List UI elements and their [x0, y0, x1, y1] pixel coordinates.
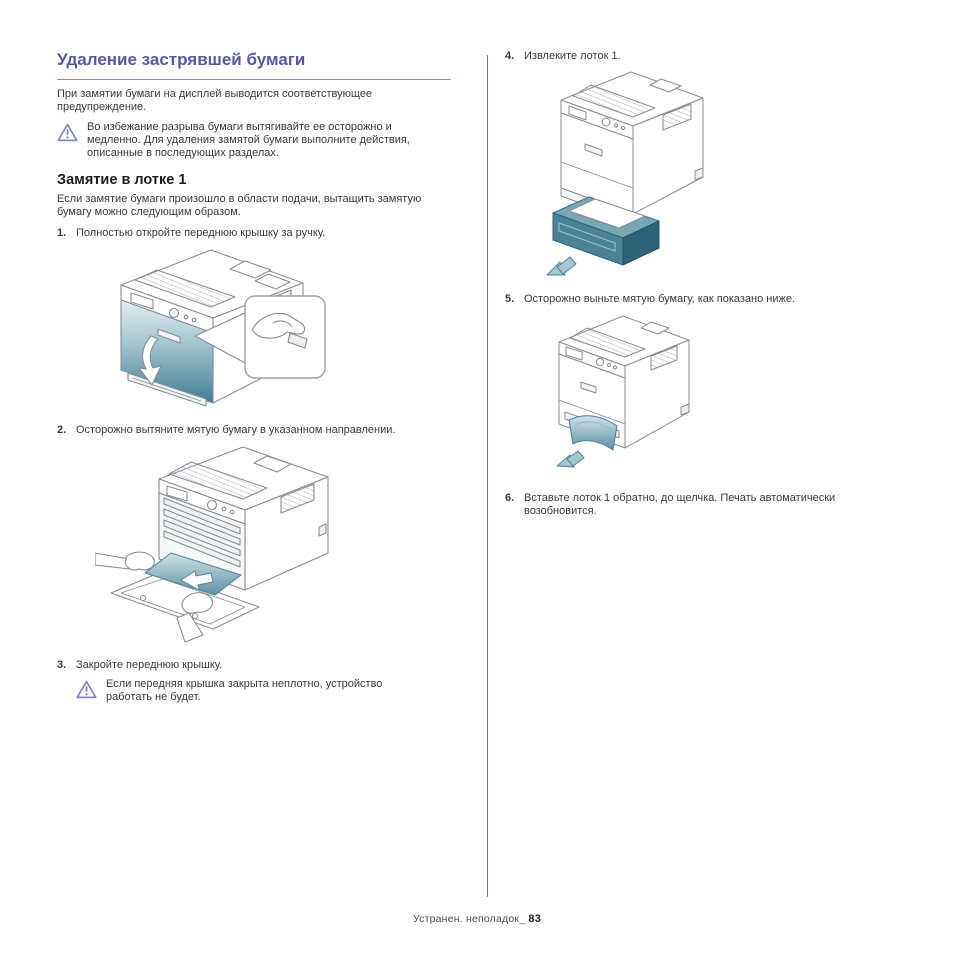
- step-6-number: 6.: [505, 492, 515, 504]
- footer-page-number: 83: [528, 913, 542, 925]
- page-title: Удаление застрявшей бумаги: [57, 50, 451, 80]
- intro-paragraph: При замятии бумаги на дисплей выводится соответствующее предупреждение.: [57, 88, 373, 113]
- section-heading: Замятие в лотке 1: [57, 172, 187, 188]
- step-5-text: Осторожно выньте мятую бумагу, как показано ниже.: [524, 293, 796, 305]
- step-4-text: Извлеките лоток 1.: [524, 50, 621, 62]
- step-5: [505, 293, 905, 306]
- footer-chapter-label: Устранен. неполадок_: [412, 913, 526, 925]
- step-4-number: 4.: [505, 50, 515, 62]
- caution-note: [57, 121, 451, 160]
- step-2: [57, 424, 451, 437]
- column-divider: [487, 55, 488, 897]
- step-2-number: 2.: [57, 424, 67, 436]
- step-3-caution-text: Если передняя крышка закрыта неплотно, устройство работать не будет.: [106, 678, 383, 703]
- step-3-text: Закройте переднюю крышку.: [76, 659, 223, 671]
- step-2-text: Осторожно вытяните мятую бумагу в указанном направлении.: [76, 424, 396, 436]
- step-1: [57, 227, 451, 240]
- step-3-caution-note: [76, 678, 451, 704]
- warning-triangle-icon: [57, 123, 78, 160]
- illustration-pull-out-tray: [545, 67, 905, 285]
- left-column: [57, 46, 451, 704]
- step-4: [505, 50, 905, 63]
- step-3-number: 3.: [57, 659, 67, 671]
- illustration-open-front-cover: [95, 244, 451, 416]
- right-column: [505, 46, 905, 518]
- step-3: [57, 659, 451, 672]
- illustration-pull-jammed-paper: [95, 441, 451, 651]
- page-footer: [0, 913, 954, 925]
- illustration-remove-crumpled-paper: [545, 312, 905, 484]
- step-1-text: Полностью откройте переднюю крышку за ручку.: [76, 227, 326, 239]
- step-6: [505, 492, 905, 518]
- warning-triangle-icon: [76, 680, 97, 704]
- step-5-number: 5.: [505, 293, 515, 305]
- step-1-number: 1.: [57, 227, 67, 239]
- section-intro: Если замятие бумаги произошло в области подачи, вытащить замятую бумагу можно следующим образом.: [57, 193, 422, 218]
- step-6-text: Вставьте лоток 1 обратно, до щелчка. Печать автоматически возобновится.: [524, 492, 836, 517]
- caution-text: Во избежание разрыва бумаги вытягивайте ее осторожно и медленно. Для удаления замятой бумаги выполните действия, описанные в последующих разделах.: [87, 121, 410, 159]
